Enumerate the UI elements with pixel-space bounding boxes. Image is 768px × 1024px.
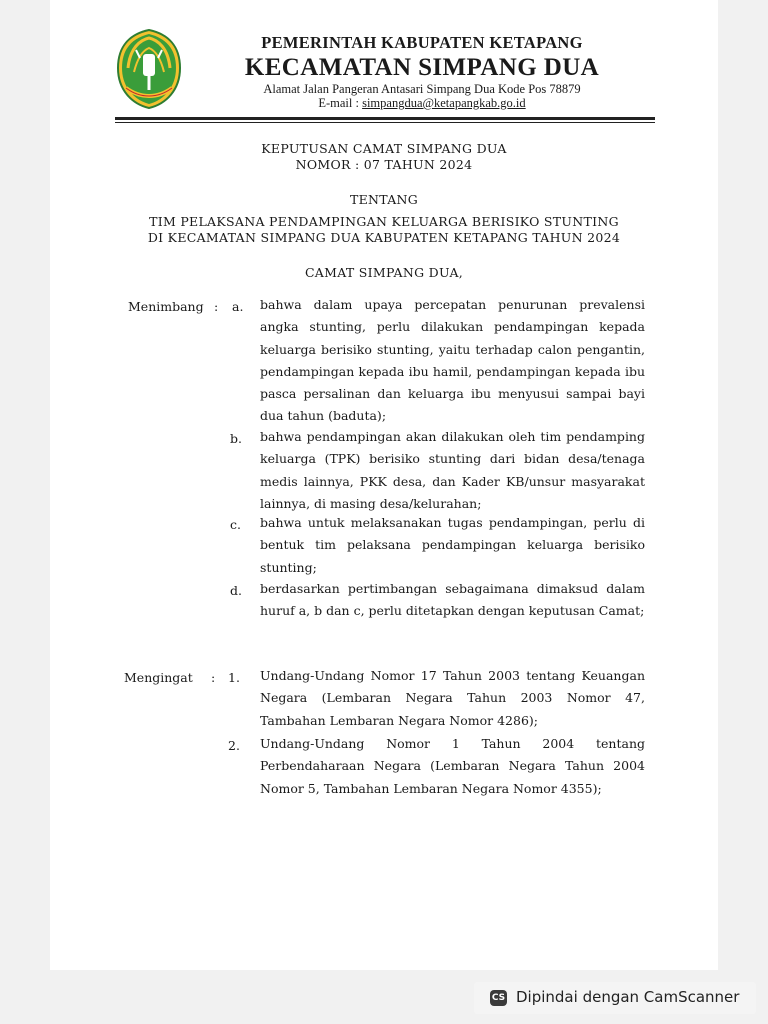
- camscanner-badge: [474, 982, 756, 1014]
- mengingat-mark-1: 1.: [228, 670, 240, 685]
- letterhead-address: Alamat Jalan Pangeran Antasari Simpang Dua Kode Pos 78879: [263, 82, 581, 96]
- menimbang-item-a: bahwa dalam upaya percepatan penurunan prevalensi angka stunting, perlu dilakukan pendampingan kepada keluarga berisiko stunting, yaitu terhadap calon pengantin, pendampingan kepada ibu hamil, pendampingan kepada ibu pasca persalinan dan keluarga ibu menyusui sampai bayi dua tahun (baduta);: [260, 297, 645, 424]
- mengingat-item-2: Undang-Undang Nomor 1 Tahun 2004 tentang Perbendaharaan Negara (Lembaran Negara Tahun 2004 Nomor 5, Tambahan Lembaran Negara Nomor 4355);: [260, 736, 645, 796]
- menimbang-label: Menimbang: [128, 299, 204, 314]
- email-label: E-mail :: [318, 96, 359, 110]
- menimbang-item-c: bahwa untuk melaksanakan tugas pendampingan, perlu di bentuk tim pelaksana pendampingan keluarga berisiko stunting;: [260, 515, 645, 575]
- decree-number: NOMOR : 07 TAHUN 2024: [295, 157, 473, 172]
- subject-line-1: TIM PELAKSANA PENDAMPINGAN KELUARGA BERISIKO STUNTING: [149, 214, 619, 229]
- letterhead-email-line: [38, 96, 768, 111]
- letterhead-divider-thick: [115, 117, 655, 120]
- mengingat-item-1: Undang-Undang Nomor 17 Tahun 2003 tentang Keuangan Negara (Lembaran Negara Tahun 2003 Nomor 47, Tambahan Lembaran Negara Nomor 4286);: [260, 668, 645, 728]
- menimbang-item-b: bahwa pendampingan akan dilakukan oleh tim pendamping keluarga (TPK) berisiko stunting dari bidan desa/tenaga medis lainnya, PKK desa, dan Kader KB/unsur masyarakat lainnya, di masing desa/kelurahan;: [260, 429, 645, 511]
- letterhead-government: PEMERINTAH KABUPATEN KETAPANG: [261, 33, 583, 52]
- issuer-heading: CAMAT SIMPANG DUA,: [304, 265, 464, 280]
- menimbang-mark-b: b.: [230, 431, 242, 446]
- about-heading: TENTANG: [349, 192, 419, 207]
- subject-line-2: DI KECAMATAN SIMPANG DUA KABUPATEN KETAPANG TAHUN 2024: [147, 230, 621, 245]
- menimbang-colon: :: [214, 299, 219, 314]
- decree-title: KEPUTUSAN CAMAT SIMPANG DUA: [261, 141, 507, 156]
- menimbang-item-d: berdasarkan pertimbangan sebagaimana dimaksud dalam huruf a, b dan c, perlu ditetapkan dengan keputusan Camat;: [260, 581, 645, 619]
- camscanner-label: Dipindai dengan CamScanner: [516, 988, 740, 1006]
- menimbang-mark-d: d.: [230, 583, 242, 598]
- letterhead-divider-thin: [115, 122, 655, 123]
- menimbang-mark-a: a.: [232, 299, 244, 314]
- menimbang-mark-c: c.: [230, 517, 241, 532]
- letterhead-district: KECAMATAN SIMPANG DUA: [244, 54, 600, 81]
- email-link[interactable]: simpangdua@ketapangkab.go.id: [362, 96, 526, 110]
- camscanner-icon: CS: [490, 990, 507, 1006]
- mengingat-mark-2: 2.: [228, 738, 240, 753]
- mengingat-label: Mengingat: [124, 670, 193, 685]
- mengingat-colon: :: [211, 670, 216, 685]
